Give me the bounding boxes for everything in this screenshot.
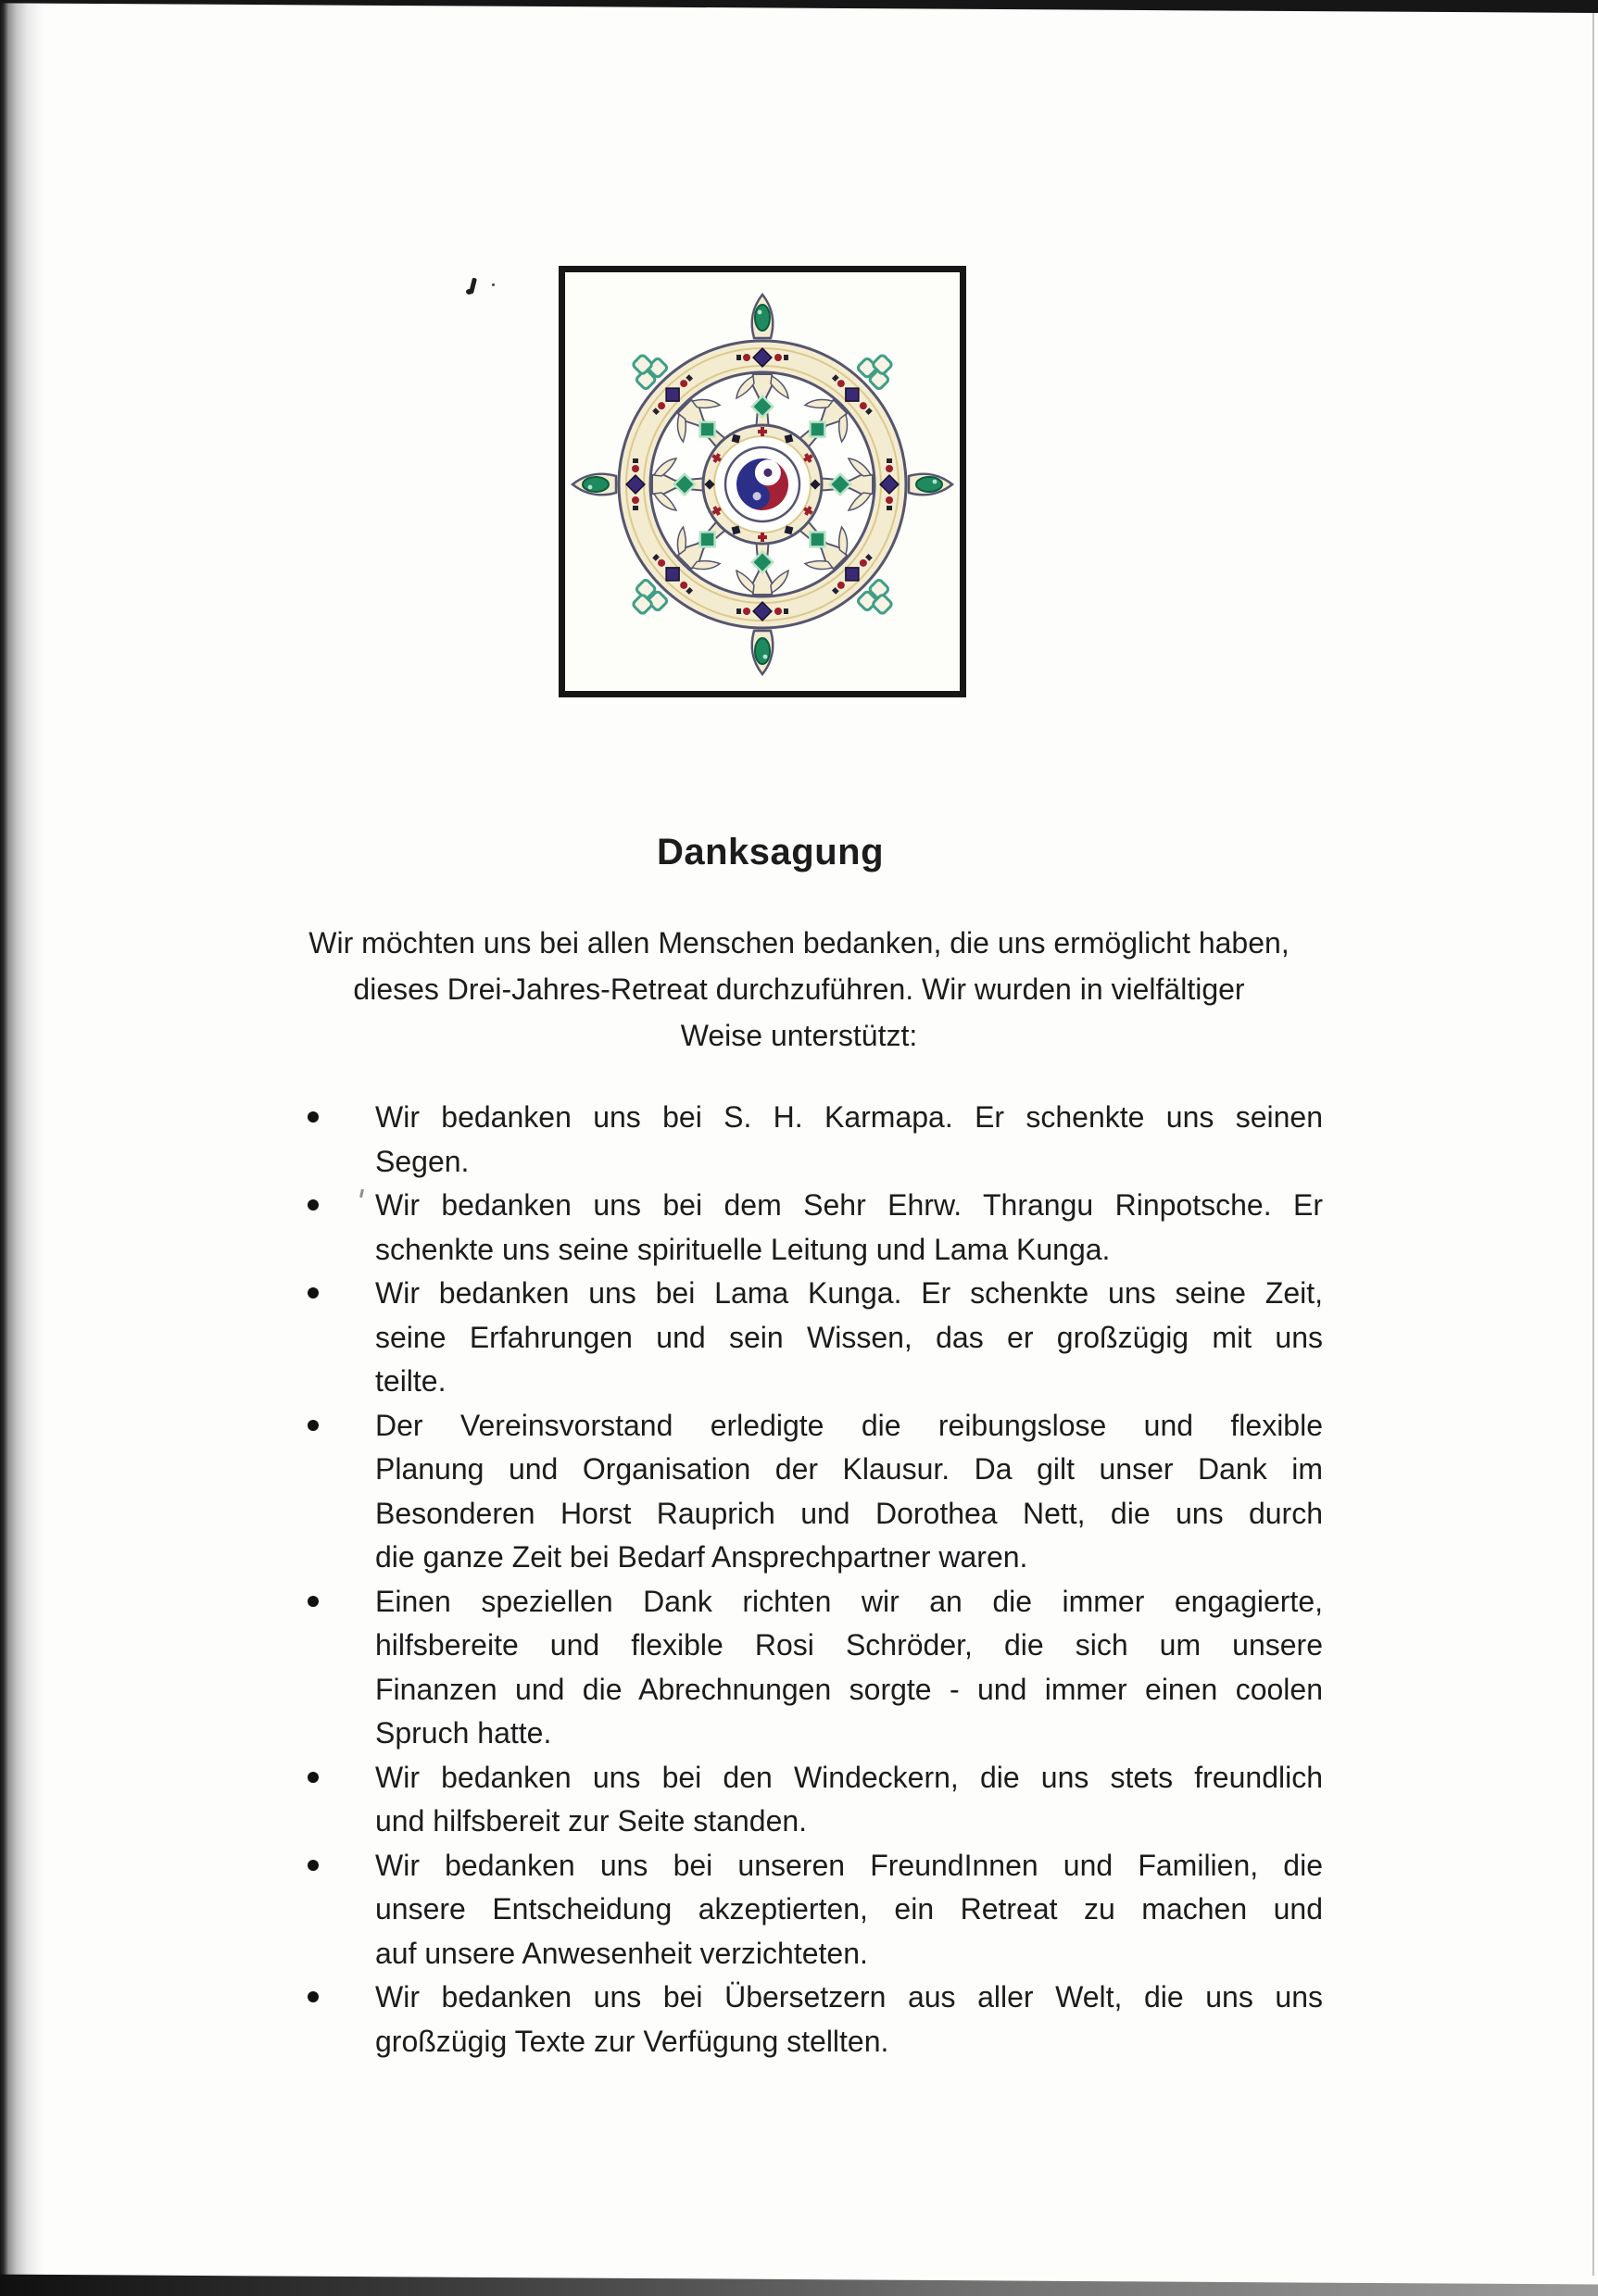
dharma-wheel-frame	[559, 266, 966, 697]
scan-artifact	[466, 289, 472, 295]
list-item-text	[375, 1756, 1323, 1844]
text-line: schenkte uns seine spirituelle Leitung und Lama Kunga.	[375, 1232, 1111, 1266]
text-line: Wir bedanken uns bei unseren FreundInnen und Familien, die	[375, 1848, 1323, 1882]
list-item-text	[375, 1844, 1323, 1976]
text-line: Der Vereinsvorstand erledigte die reibungslose und flexible	[375, 1408, 1323, 1442]
list-item	[306, 1272, 1323, 1404]
list-item	[306, 1756, 1323, 1844]
intro-line: Weise unterstützt:	[680, 1019, 918, 1052]
text-line: hilfsbereite und flexible Rosi Schröder, die sich um unsere	[375, 1628, 1323, 1662]
list-item	[306, 1844, 1323, 1976]
text-line: teilte.	[375, 1364, 447, 1398]
list-item-text	[375, 1404, 1323, 1580]
scan-edge-left	[0, 0, 44, 2296]
text-line: Spruch hatte.	[375, 1716, 552, 1750]
text-line: und hilfsbereit zur Seite standen.	[375, 1804, 808, 1838]
text-line: Wir bedanken uns bei den Windeckern, die uns stets freundlich	[375, 1760, 1323, 1794]
list-item	[306, 1096, 1323, 1184]
text-line: Besonderen Horst Rauprich und Dorothea Nett, die uns durch	[375, 1496, 1323, 1530]
bullet-icon	[308, 1199, 319, 1211]
text-line: Wir bedanken uns bei S. H. Karmapa. Er schenkte uns seinen	[375, 1100, 1323, 1134]
intro-paragraph	[250, 920, 1348, 1059]
bullet-icon	[308, 1596, 319, 1607]
list-item	[306, 1184, 1323, 1272]
text-line: Finanzen und die Abrechnungen sorgte - und immer einen coolen	[375, 1672, 1323, 1706]
text-line: seine Erfahrungen und sein Wissen, das er großzügig mit uns	[375, 1320, 1323, 1354]
bullet-icon	[308, 1287, 319, 1299]
list-item-text	[375, 1580, 1323, 1756]
bullet-icon	[308, 1772, 319, 1783]
dharma-wheel-icon	[565, 272, 960, 691]
bullet-icon	[308, 1991, 319, 2002]
text-line: Wir bedanken uns bei dem Sehr Ehrw. Thrangu Rinpotsche. Er	[375, 1188, 1323, 1222]
scan-artifact	[492, 283, 495, 286]
intro-line: dieses Drei-Jahres-Retreat durchzuführen. Wir wurden in vielfältiger	[353, 972, 1245, 1006]
bullet-icon	[308, 1860, 319, 1871]
scan-edge-bottom	[0, 2272, 1598, 2296]
text-line: Einen speziellen Dank richten wir an die immer engagierte,	[375, 1584, 1323, 1618]
text-line: Planung und Organisation der Klausur. Da gilt unser Dank im	[375, 1452, 1323, 1486]
list-item	[306, 1404, 1323, 1580]
text-line: großzügig Texte zur Verfügung stellten.	[375, 2024, 889, 2058]
text-line: unsere Entscheidung akzeptierten, ein Retreat zu machen und	[375, 1892, 1323, 1926]
list-item	[306, 1580, 1323, 1756]
bullet-icon	[308, 1420, 319, 1431]
list-item-text	[375, 1976, 1323, 2064]
list-item	[306, 1976, 1323, 2064]
bullet-icon	[308, 1111, 319, 1123]
intro-line: Wir möchten uns bei allen Menschen bedanken, die uns ermöglicht haben,	[308, 926, 1290, 960]
list-item-text	[375, 1096, 1323, 1184]
list-item-text	[375, 1184, 1323, 1272]
list-item-text	[375, 1272, 1323, 1404]
scan-edge-right	[1592, 11, 1594, 2276]
text-line: Segen.	[375, 1144, 470, 1178]
text-line: die ganze Zeit bei Bedarf Ansprechpartner waren.	[375, 1540, 1028, 1574]
text-line: auf unsere Anwesenheit verzichteten.	[375, 1936, 868, 1970]
text-line: Wir bedanken uns bei Lama Kunga. Er schenkte uns seine Zeit,	[375, 1276, 1323, 1310]
text-line: Wir bedanken uns bei Übersetzern aus aller Welt, die uns uns	[375, 1980, 1323, 2014]
scan-edge-top	[0, 0, 1598, 13]
acknowledgement-list	[306, 1096, 1323, 2064]
page-title: Danksagung	[656, 832, 885, 872]
